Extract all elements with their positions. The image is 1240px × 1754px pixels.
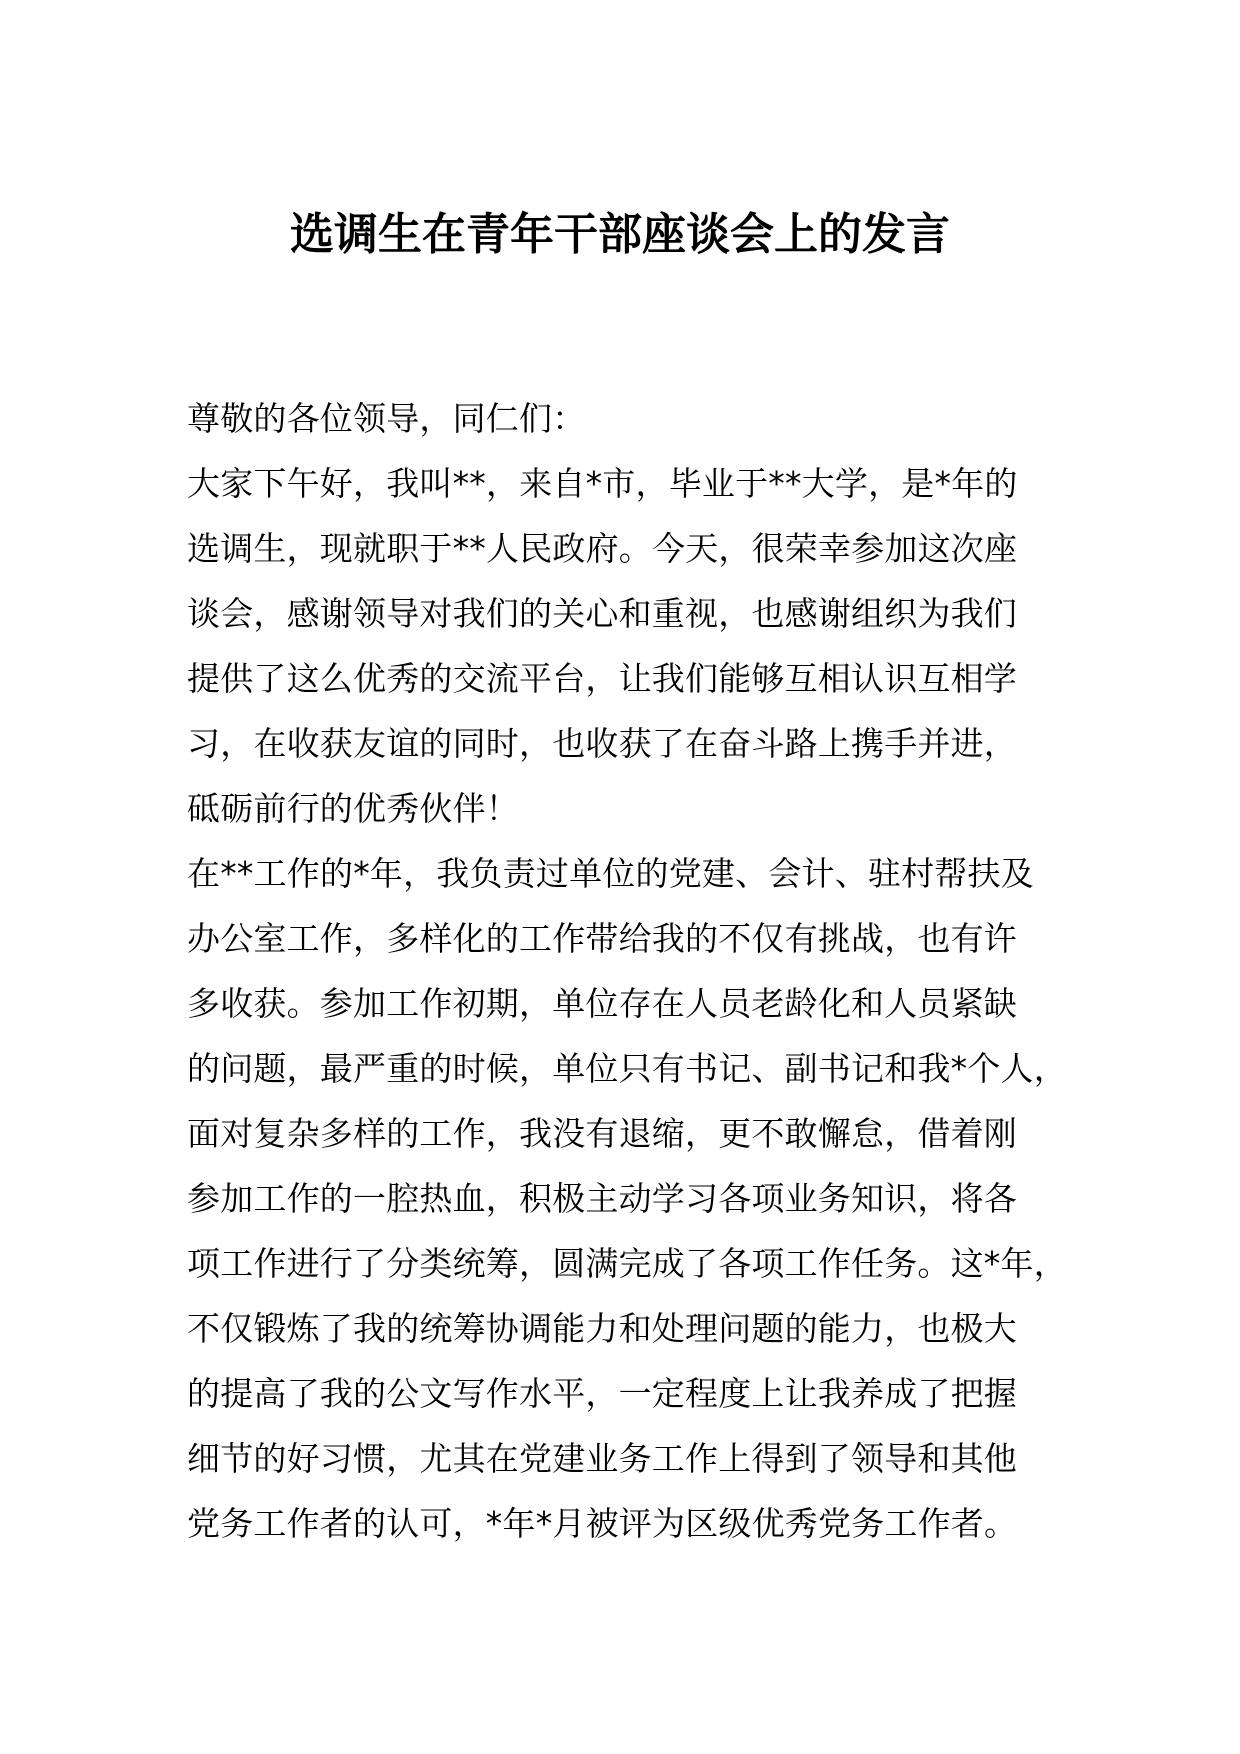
text-line: 砥砺前行的优秀伙伴！	[187, 789, 519, 828]
text-line: 党务工作者的认可，*年*月被评为区级优秀党务工作者。	[187, 1504, 1018, 1543]
document-title: 选调生在青年干部座谈会上的发言	[290, 209, 950, 260]
text-line: 习，在收获友谊的同时，也收获了在奋斗路上携手并进，	[187, 724, 1017, 763]
text-line: 尊敬的各位领导，同仁们：	[187, 399, 586, 438]
text-line: 项工作进行了分类统筹，圆满完成了各项工作任务。这*年，	[187, 1244, 1067, 1283]
text-line: 参加工作的一腔热血，积极主动学习各项业务知识，将各	[187, 1179, 1017, 1218]
text-line: 多收获。参加工作初期，单位存在人员老龄化和人员紧缺	[187, 984, 1017, 1023]
text-line: 在**工作的*年，我负责过单位的党建、会计、驻村帮扶及	[187, 854, 1034, 893]
text-line: 面对复杂多样的工作，我没有退缩，更不敢懈怠，借着刚	[187, 1114, 1017, 1153]
text-line: 谈会，感谢领导对我们的关心和重视，也感谢组织为我们	[187, 594, 1017, 633]
text-line: 细节的好习惯，尤其在党建业务工作上得到了领导和其他	[187, 1439, 1017, 1478]
text-line: 的问题，最严重的时候，单位只有书记、副书记和我*个人，	[187, 1049, 1067, 1088]
text-line: 办公室工作，多样化的工作带给我的不仅有挑战，也有许	[187, 919, 1017, 958]
text-line: 大家下午好，我叫**，来自*市，毕业于**大学，是*年的	[187, 464, 1018, 503]
text-line: 选调生，现就职于**人民政府。今天，很荣幸参加这次座	[187, 529, 1018, 568]
text-line: 的提高了我的公文写作水平，一定程度上让我养成了把握	[187, 1374, 1017, 1413]
text-line: 提供了这么优秀的交流平台，让我们能够互相认识互相学	[187, 659, 1017, 698]
document-body	[187, 386, 1067, 1556]
text-line: 不仅锻炼了我的统筹协调能力和处理问题的能力，也极大	[187, 1309, 1017, 1348]
